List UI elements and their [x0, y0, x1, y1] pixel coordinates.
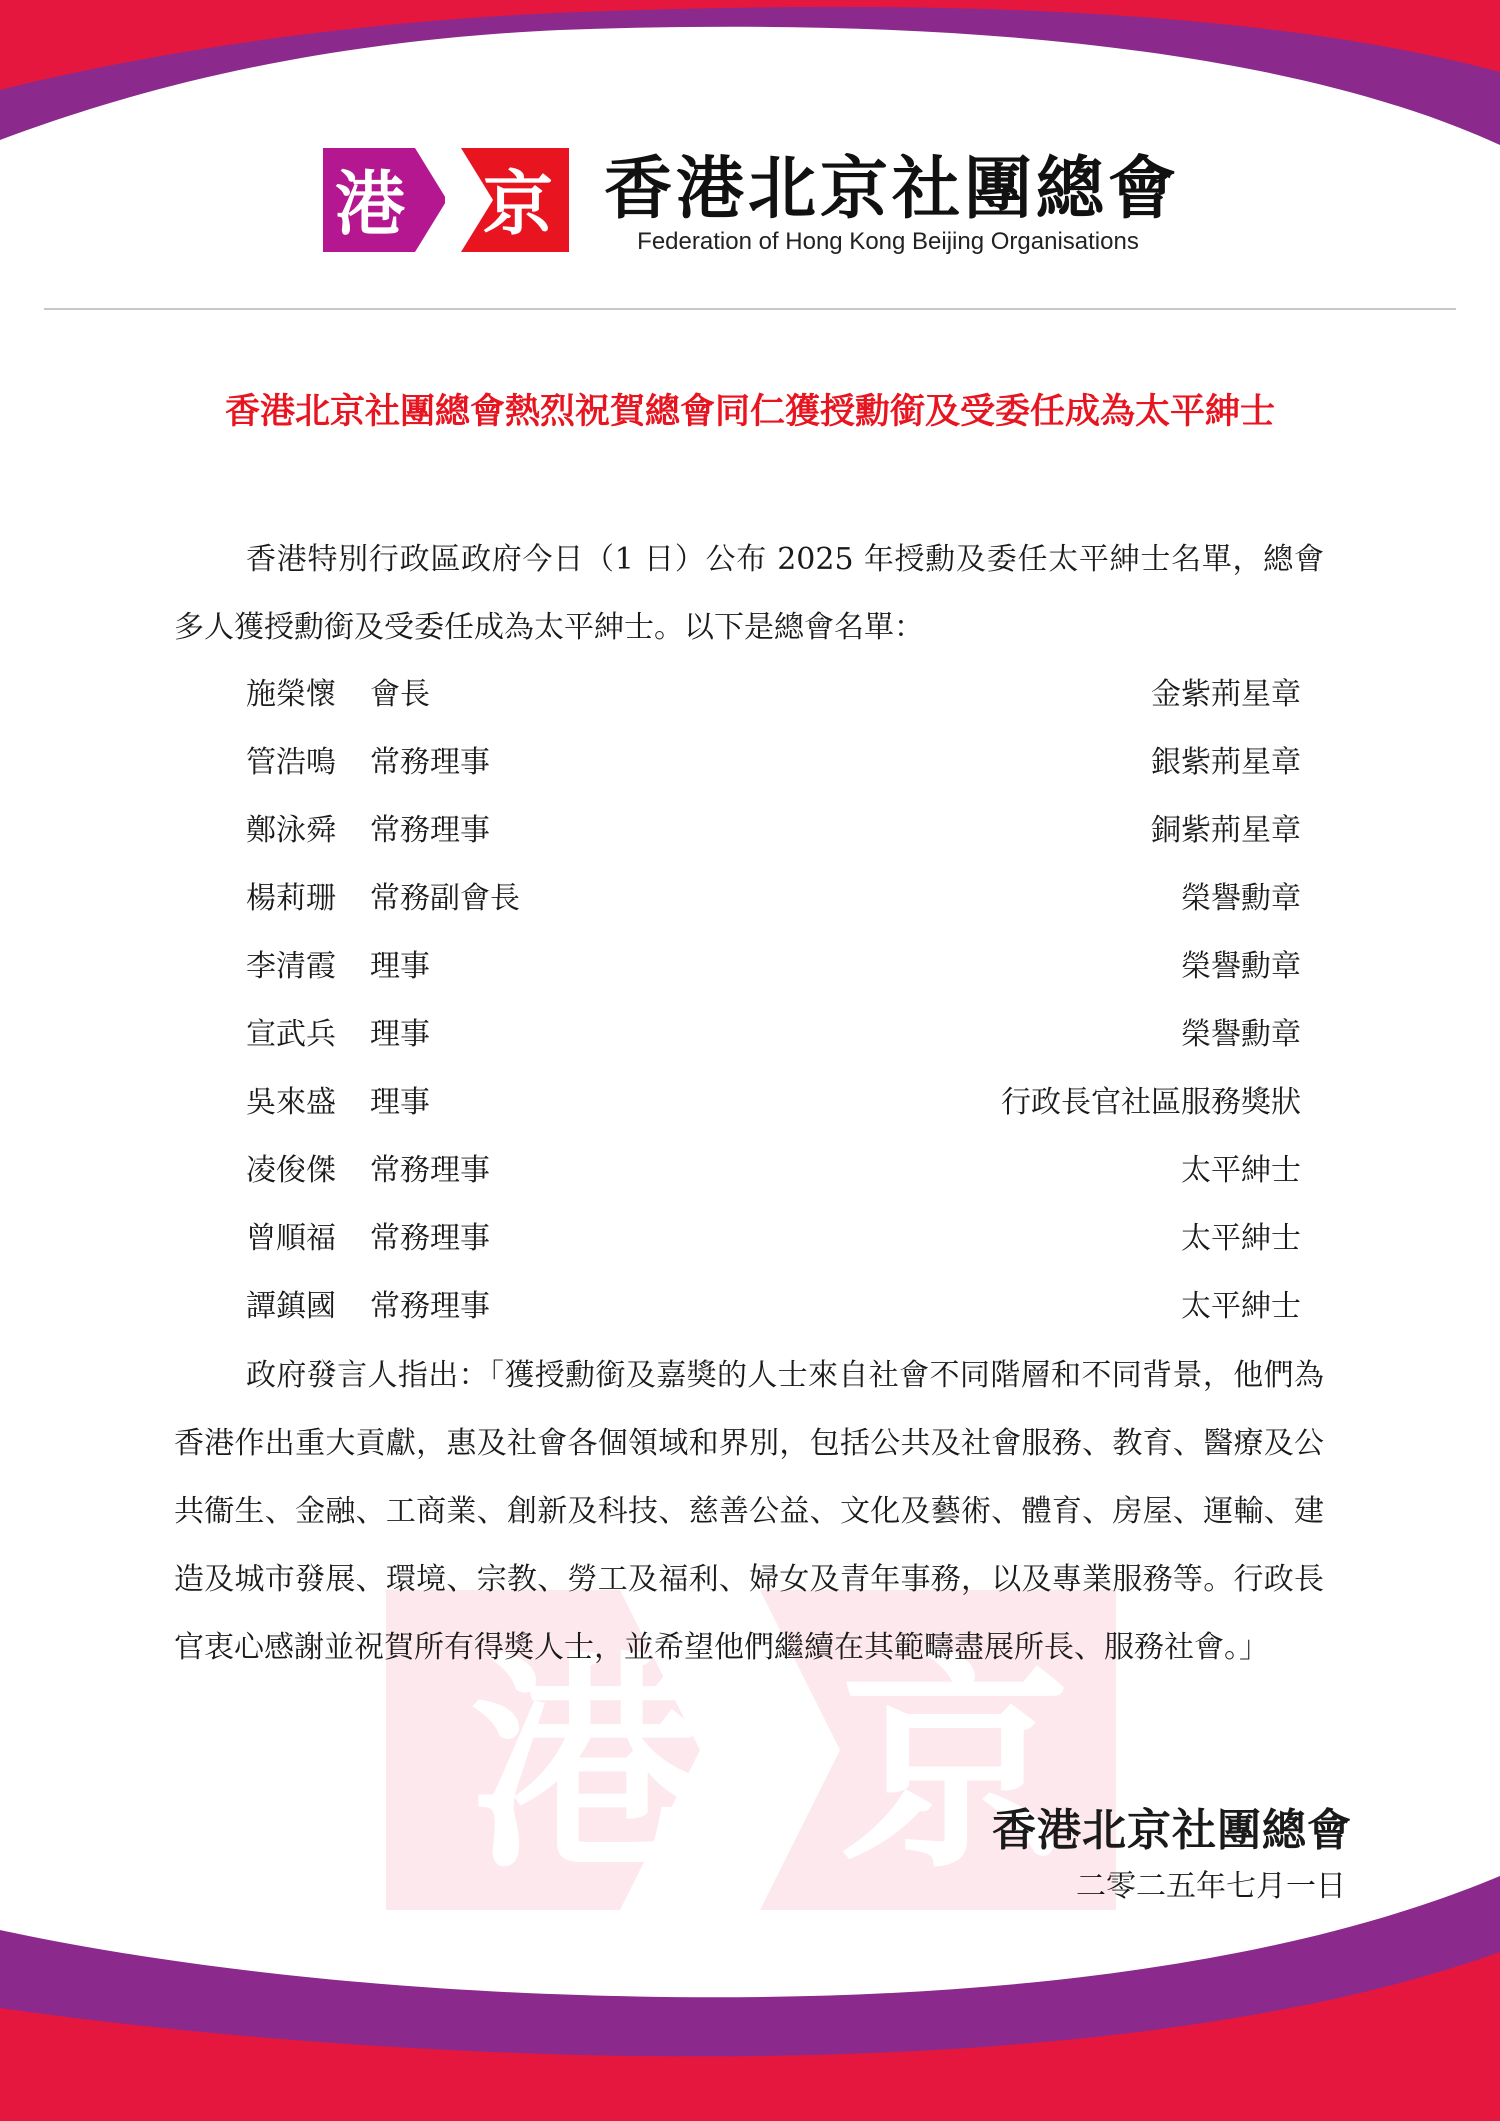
honour-name: 宣武兵: [246, 1017, 336, 1052]
honour-name: 鄭泳舜: [246, 813, 336, 848]
honour-award: 榮譽勳章: [1181, 949, 1301, 984]
honour-award: 金紫荊星章: [1151, 677, 1301, 712]
honour-award: 銀紫荊星章: [1151, 745, 1301, 780]
header-divider: [44, 308, 1456, 310]
honour-name: 凌俊傑: [246, 1153, 336, 1188]
honour-award: 榮譽勳章: [1181, 1017, 1301, 1052]
honour-row: [246, 661, 1301, 729]
svg-text:港: 港: [470, 1633, 701, 1900]
honour-row: [246, 1205, 1301, 1273]
honours-list: [246, 661, 1301, 1341]
honour-row: [246, 729, 1301, 797]
honour-role: 會長: [370, 677, 430, 712]
honour-award: 榮譽勳章: [1181, 881, 1301, 916]
honour-name: 譚鎮國: [246, 1289, 336, 1324]
honour-name: 管浩鳴: [246, 745, 336, 780]
honour-award: 太平紳士: [1181, 1221, 1301, 1256]
honour-award: 銅紫荊星章: [1151, 813, 1301, 848]
honour-row: [246, 1069, 1301, 1137]
honour-name: 施榮懷: [246, 677, 336, 712]
honour-row: [246, 1273, 1301, 1341]
honour-name: 李清霞: [246, 949, 336, 984]
org-logo: [323, 148, 569, 252]
honour-award: 太平紳士: [1181, 1289, 1301, 1324]
honour-role: 理事: [370, 1017, 430, 1052]
honour-role: 常務理事: [370, 745, 490, 780]
honour-name: 楊莉珊: [246, 881, 336, 916]
honour-role: 理事: [370, 949, 430, 984]
honour-row: [246, 1137, 1301, 1205]
honour-award: 行政長官社區服務獎狀: [1001, 1085, 1301, 1120]
honour-name: 吳來盛: [246, 1085, 336, 1120]
honour-row: [246, 797, 1301, 865]
announcement-title: 香港北京社團總會熱烈祝賀總會同仁獲授勳銜及受委任成為太平紳士: [224, 391, 1275, 432]
svg-text:京: 京: [840, 1633, 1071, 1900]
honour-row: [246, 1001, 1301, 1069]
honour-role: 常務副會長: [370, 881, 520, 916]
honour-row: [246, 865, 1301, 933]
quote-paragraph: 政府發言人指出：「獲授勳銜及嘉獎的人士來自社會不同階層和不同背景，他們為香港作出重大貢獻，惠及社會各個領域和界別，包括公共及社會服務、教育、醫療及公共衞生、金融、工商業、創新及科技、慈善公益、文化及藝術、體育、房屋、運輸、建造及城市發展、環境、宗教、勞工及福利、婦女及青年事務，以及專業服務等。行政長官衷心感謝並祝賀所有得獎人士，並希望他們繼續在其範疇盡展所長、服務社會。」: [174, 1358, 1324, 1665]
honour-award: 太平紳士: [1181, 1153, 1301, 1188]
honour-role: 常務理事: [370, 1289, 490, 1324]
honour-role: 常務理事: [370, 813, 490, 848]
logo-right-char: 京: [483, 163, 553, 245]
signature-date: 二零二五年七月一日: [1076, 1869, 1346, 1904]
honour-row: [246, 933, 1301, 1001]
signature-org: 香港北京社團總會: [992, 1805, 1352, 1856]
honour-role: 理事: [370, 1085, 430, 1120]
logo-left-char: 港: [335, 163, 405, 245]
org-name-english: Federation of Hong Kong Beijing Organisations: [637, 228, 1139, 255]
org-name-chinese: 香港北京社團總會: [603, 149, 1180, 229]
honour-role: 常務理事: [370, 1221, 490, 1256]
honour-role: 常務理事: [370, 1153, 490, 1188]
intro-paragraph: 香港特別行政區政府今日（1 日）公布 2025 年授勳及委任太平紳士名單，總會多人獲授勳銜及受委任成為太平紳士。以下是總會名單：: [174, 542, 1324, 645]
honour-name: 曾順福: [246, 1221, 336, 1256]
